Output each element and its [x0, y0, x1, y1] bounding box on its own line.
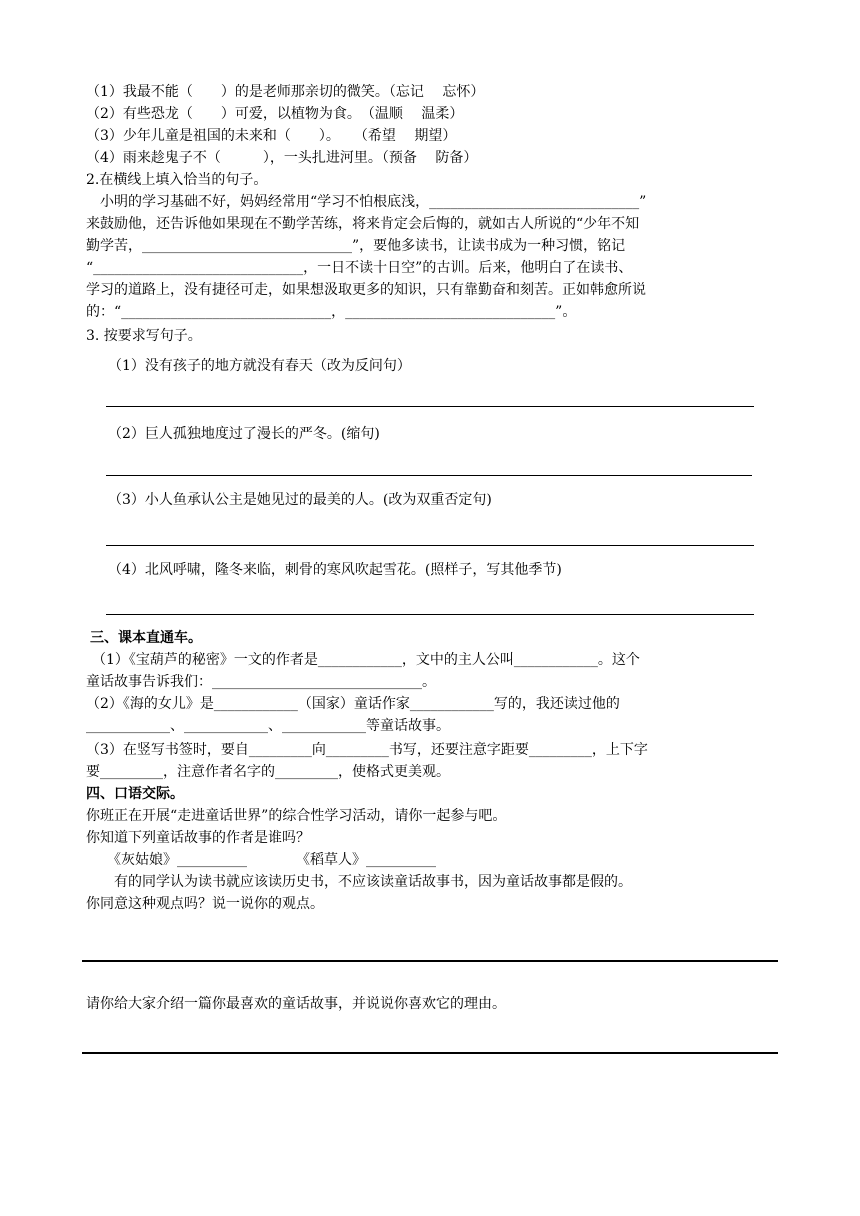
section4-line: 你同意这种观点吗？说一说你的观点。 — [86, 896, 324, 912]
answer-line[interactable] — [106, 406, 754, 407]
q2-title: 2.在横线上填入恰当的句子。 — [86, 172, 268, 188]
answer-line[interactable] — [82, 1052, 778, 1054]
q3-title: 3. 按要求写句子。 — [86, 328, 202, 344]
q3-item-4: （4）北风呼啸，隆冬来临，刺骨的寒风吹起雪花。(照样子，写其他季节) — [108, 562, 562, 578]
section3-line: 童话故事告诉我们：______________________________。 — [86, 674, 436, 690]
section4-line: 你班正在开展“走进童话世界”的综合性学习活动，请你一起参与吧。 — [86, 808, 507, 824]
section3-line: （1）《宝葫芦的秘密》一文的作者是____________，文中的主人公叫____________。这个 — [92, 652, 640, 668]
section4-line: 你知道下列童话故事的作者是谁吗？ — [86, 830, 310, 846]
q2-line: 的：“______________________________，______________________________”。 — [86, 304, 577, 320]
q2-line: “______________________________，一日不读十日空”的古训。后来，他明白了在读书、 — [86, 260, 633, 276]
section4-title: 四、口语交际。 — [86, 786, 184, 802]
q3-item-3: （3）小人鱼承认公主是她见过的最美的人。(改为双重否定句) — [108, 492, 492, 508]
q3-item-2: （2）巨人孤独地度过了漫长的严冬。(缩句) — [108, 426, 380, 442]
q2-line: 来鼓励他，还告诉他如果现在不勤学苦练，将来肯定会后悔的，就如古人所说的“少年不知 — [86, 216, 640, 232]
section3-line: （2）《海的女儿》是____________（国家）童话作家____________写的，我还读过他的 — [86, 696, 620, 712]
section4-intro: 请你给大家介绍一篇你最喜欢的童话故事，并说说你喜欢它的理由。 — [86, 996, 506, 1012]
fill-word-3: （3）少年儿童是祖国的未来和（ ）。 （希望 期望） — [86, 128, 457, 144]
fill-word-4: （4）雨来趁鬼子不（ ），一头扎进河里。（预备 防备） — [86, 150, 478, 166]
section3-line: （3）在竖写书签时，要自_________向_________书写，还要注意字距要_________，上下字 — [86, 742, 648, 758]
q3-item-1: （1）没有孩子的地方就没有春天（改为反问句） — [108, 358, 411, 374]
q2-line: 勤学苦，______________________________”，要他多读书，让读书成为一种习惯，铭记 — [86, 238, 626, 254]
section3-line: 要_________，注意作者名字的_________，使格式更美观。 — [86, 764, 450, 780]
q2-line: 学习的道路上，没有捷径可走，如果想汲取更多的知识，只有靠勤奋和刻苦。正如韩愈所说 — [86, 282, 646, 298]
answer-line[interactable] — [82, 960, 778, 962]
section3-line: ____________、____________、____________等童话故事。 — [86, 718, 450, 734]
q2-line: 小明的学习基础不好，妈妈经常用“学习不怕根底浅，______________________________” — [86, 194, 647, 210]
section4-line: 《灰姑娘》__________ 《稻草人》__________ — [86, 852, 436, 868]
answer-line[interactable] — [106, 545, 754, 546]
answer-line[interactable] — [106, 475, 752, 476]
section4-line: 有的同学认为读书就应该读历史书，不应该读童话故事书，因为童话故事都是假的。 — [86, 874, 632, 890]
section3-title: 三、课本直通车。 — [90, 630, 202, 646]
fill-word-1: （1）我最不能（ ）的是老师那亲切的微笑。（忘记 忘怀） — [86, 84, 485, 100]
fill-word-2: （2）有些恐龙（ ）可爱，以植物为食。 （温顺 温柔） — [86, 106, 464, 122]
answer-line[interactable] — [106, 614, 754, 615]
